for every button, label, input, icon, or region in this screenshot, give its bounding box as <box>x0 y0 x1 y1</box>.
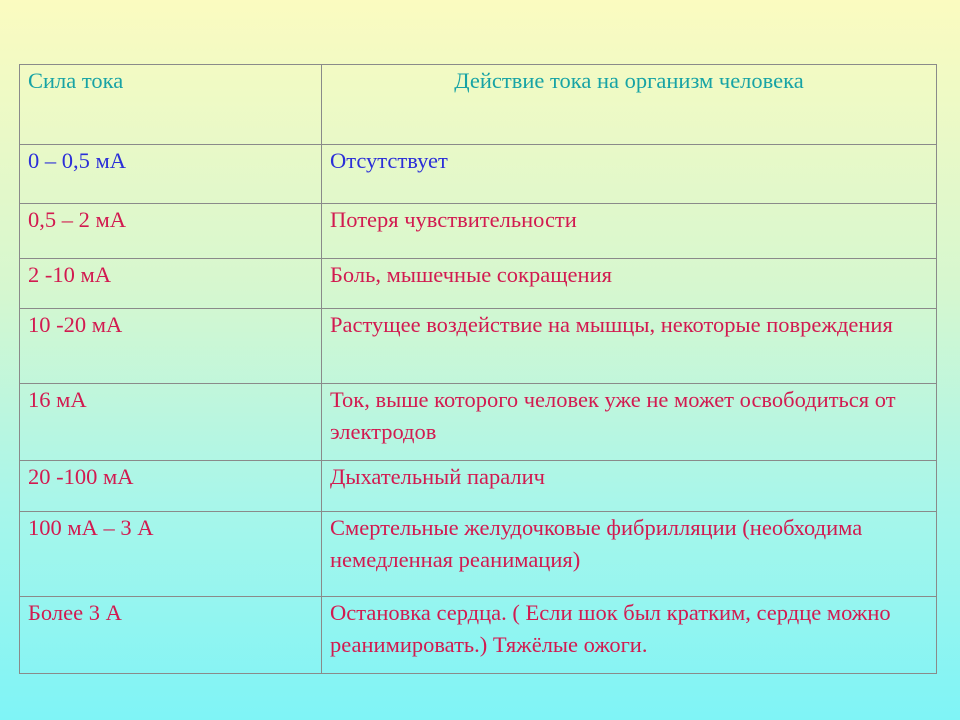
current-cell: 2 -10 мА <box>20 259 322 309</box>
effect-cell: Дыхательный паралич <box>322 461 937 512</box>
current-cell: Более 3 А <box>20 597 322 674</box>
effect-cell: Смертельные желудочковые фибрилляции (необходима немедленная реанимация) <box>322 512 937 597</box>
effect-cell: Боль, мышечные сокращения <box>322 259 937 309</box>
current-cell: 20 -100 мА <box>20 461 322 512</box>
current-cell: 0,5 – 2 мА <box>20 204 322 259</box>
table-row <box>20 145 937 204</box>
effect-cell: Ток, выше которого человек уже не может освободиться от электродов <box>322 384 937 461</box>
table-row <box>20 461 937 512</box>
table-row <box>20 309 937 384</box>
table-header-row <box>20 65 937 145</box>
current-cell: 10 -20 мА <box>20 309 322 384</box>
current-cell: 0 – 0,5 мА <box>20 145 322 204</box>
effect-cell: Отсутствует <box>322 145 937 204</box>
effect-cell: Потеря чувствительности <box>322 204 937 259</box>
effect-cell: Остановка сердца. ( Если шок был кратким, сердце можно реанимировать.) Тяжёлые ожоги. <box>322 597 937 674</box>
current-cell: 16 мА <box>20 384 322 461</box>
header-current: Сила тока <box>20 65 322 145</box>
table-row <box>20 384 937 461</box>
current-effects-table <box>19 64 937 674</box>
table-row <box>20 512 937 597</box>
table-row <box>20 597 937 674</box>
header-effect: Действие тока на организм человека <box>322 65 937 145</box>
current-cell: 100 мА – 3 А <box>20 512 322 597</box>
table-row <box>20 259 937 309</box>
effect-cell: Растущее воздействие на мышцы, некоторые повреждения <box>322 309 937 384</box>
table-row <box>20 204 937 259</box>
